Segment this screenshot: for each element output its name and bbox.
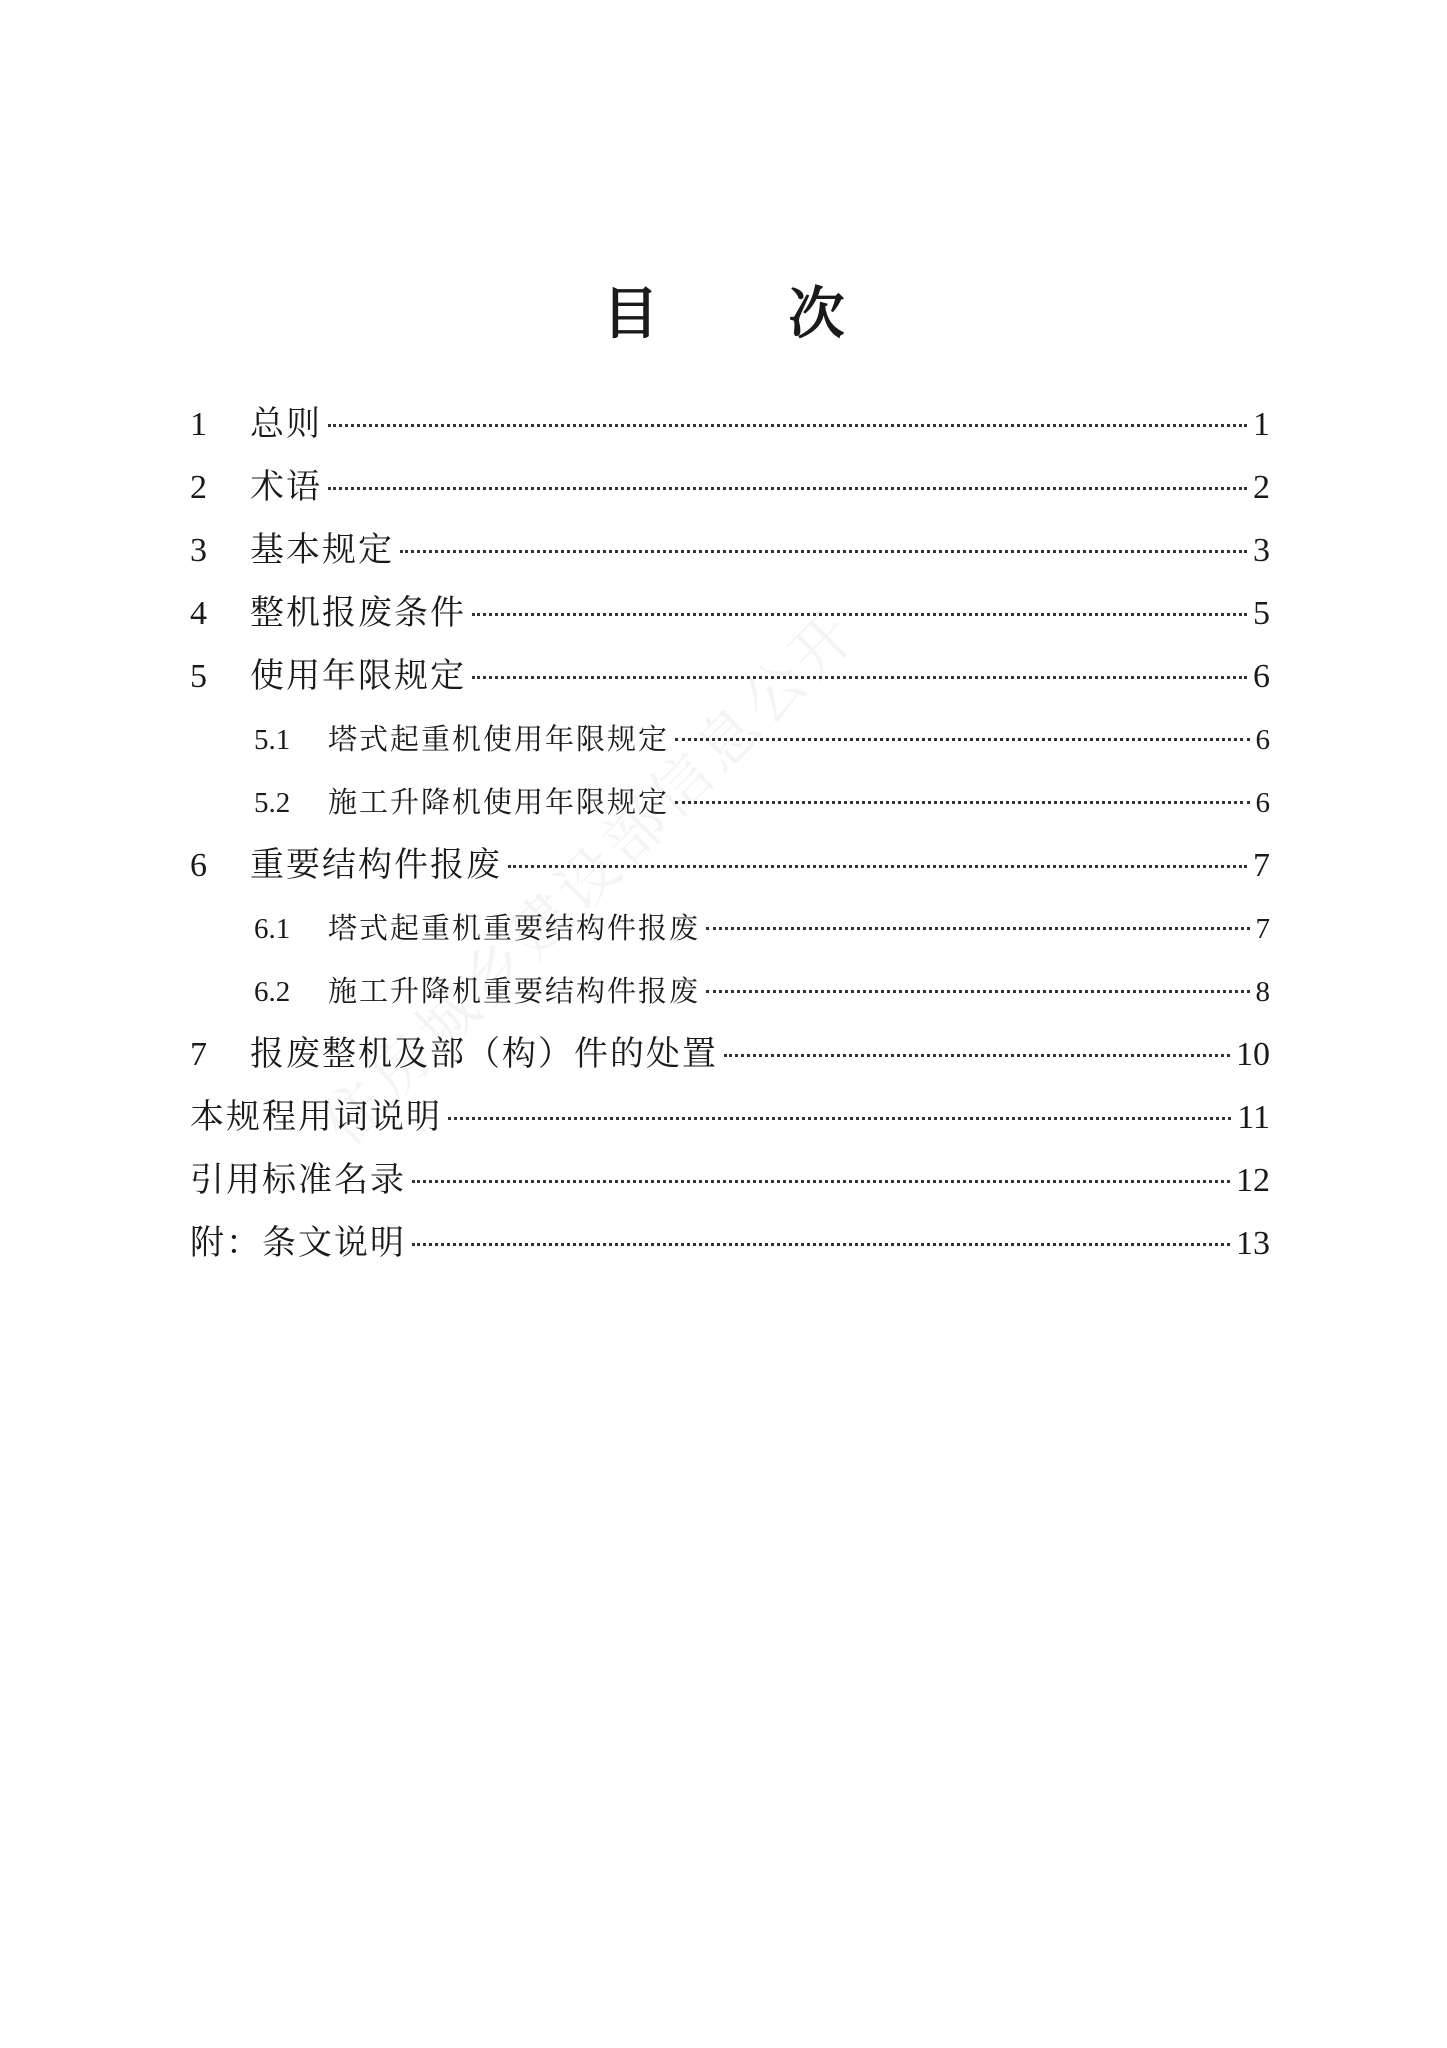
toc-entry-label: 重要结构件报废 — [250, 845, 502, 885]
toc-entry[interactable] — [190, 593, 1270, 656]
toc-entry-page: 13 — [1236, 1225, 1270, 1262]
toc-entry-label: 本规程用词说明 — [190, 1097, 442, 1137]
toc-leader-dots — [448, 1117, 1231, 1120]
toc-entry-page: 3 — [1253, 532, 1270, 569]
toc-entry-number: 5.1 — [254, 724, 291, 756]
toc-leader-dots — [675, 801, 1249, 804]
toc-leader-dots — [328, 487, 1247, 490]
toc-entry-number: 6.1 — [254, 913, 291, 945]
toc-leader-dots — [412, 1243, 1230, 1246]
title-char-1: 目 — [602, 281, 659, 347]
toc-entry-label: 术语 — [250, 467, 322, 507]
toc-entry-number: 2 — [190, 469, 207, 506]
toc-entry-page: 6 — [1255, 724, 1270, 756]
toc-entry-page: 8 — [1255, 976, 1270, 1008]
toc-entry-page: 5 — [1253, 595, 1270, 632]
toc-subentry[interactable] — [190, 719, 1270, 782]
toc-leader-dots — [706, 990, 1249, 993]
toc-entry-label: 引用标准名录 — [190, 1160, 406, 1200]
toc-leader-dots — [472, 613, 1247, 616]
toc-entry-page: 11 — [1237, 1099, 1270, 1136]
toc-entry[interactable] — [190, 656, 1270, 719]
toc-entry[interactable] — [190, 1034, 1270, 1097]
toc-entry[interactable] — [190, 404, 1270, 467]
toc-entry[interactable] — [190, 530, 1270, 593]
toc-leader-dots — [508, 865, 1247, 868]
toc-leader-dots — [724, 1054, 1230, 1057]
title-char-2: 次 — [788, 281, 845, 347]
toc-entry-number: 5 — [190, 658, 207, 695]
toc-subentry[interactable] — [190, 908, 1270, 971]
toc-entry[interactable] — [190, 845, 1270, 908]
toc-entry-page: 6 — [1253, 658, 1270, 695]
toc-entry-number: 7 — [190, 1036, 207, 1073]
toc-entry-page: 1 — [1253, 406, 1270, 443]
toc-entry-number: 6.2 — [254, 976, 291, 1008]
toc-entry-appendix[interactable] — [190, 1160, 1270, 1223]
toc-entry-number: 5.2 — [254, 787, 291, 819]
page-title — [0, 282, 1447, 346]
toc-entry-label: 塔式起重机重要结构件报废 — [328, 911, 701, 945]
toc-entry-label: 总则 — [250, 404, 322, 444]
toc-leader-dots — [412, 1180, 1230, 1183]
toc-entry-number: 1 — [190, 406, 207, 443]
toc-entry-appendix[interactable] — [190, 1223, 1270, 1286]
toc-leader-dots — [400, 550, 1247, 553]
toc-entry-page: 12 — [1236, 1162, 1270, 1199]
toc-entry-page: 6 — [1255, 787, 1270, 819]
toc-leader-dots — [328, 424, 1247, 427]
toc-entry-appendix[interactable] — [190, 1097, 1270, 1160]
toc-entry-label: 使用年限规定 — [250, 656, 466, 696]
toc-entry-page: 7 — [1253, 847, 1270, 884]
toc-leader-dots — [675, 738, 1249, 741]
toc-entry-page: 2 — [1253, 469, 1270, 506]
toc-entry-label: 塔式起重机使用年限规定 — [328, 722, 670, 756]
toc-entry-number: 3 — [190, 532, 207, 569]
toc-entry-page: 7 — [1255, 913, 1270, 945]
toc-entry-label: 整机报废条件 — [250, 593, 466, 633]
toc-entry-label: 报废整机及部（构）件的处置 — [250, 1034, 718, 1074]
toc-leader-dots — [472, 676, 1247, 679]
toc-entry-number: 6 — [190, 847, 207, 884]
toc-entry-label: 基本规定 — [250, 530, 394, 570]
toc-entry-page: 10 — [1236, 1036, 1270, 1073]
toc-entry-label: 施工升降机重要结构件报废 — [328, 974, 701, 1008]
toc-entry[interactable] — [190, 467, 1270, 530]
toc-entry-label: 施工升降机使用年限规定 — [328, 785, 670, 819]
toc-subentry[interactable] — [190, 782, 1270, 845]
toc-entry-label: 附：条文说明 — [190, 1223, 406, 1263]
toc-subentry[interactable] — [190, 971, 1270, 1034]
toc-entry-number: 4 — [190, 595, 207, 632]
table-of-contents — [190, 404, 1270, 1286]
toc-leader-dots — [706, 927, 1249, 930]
